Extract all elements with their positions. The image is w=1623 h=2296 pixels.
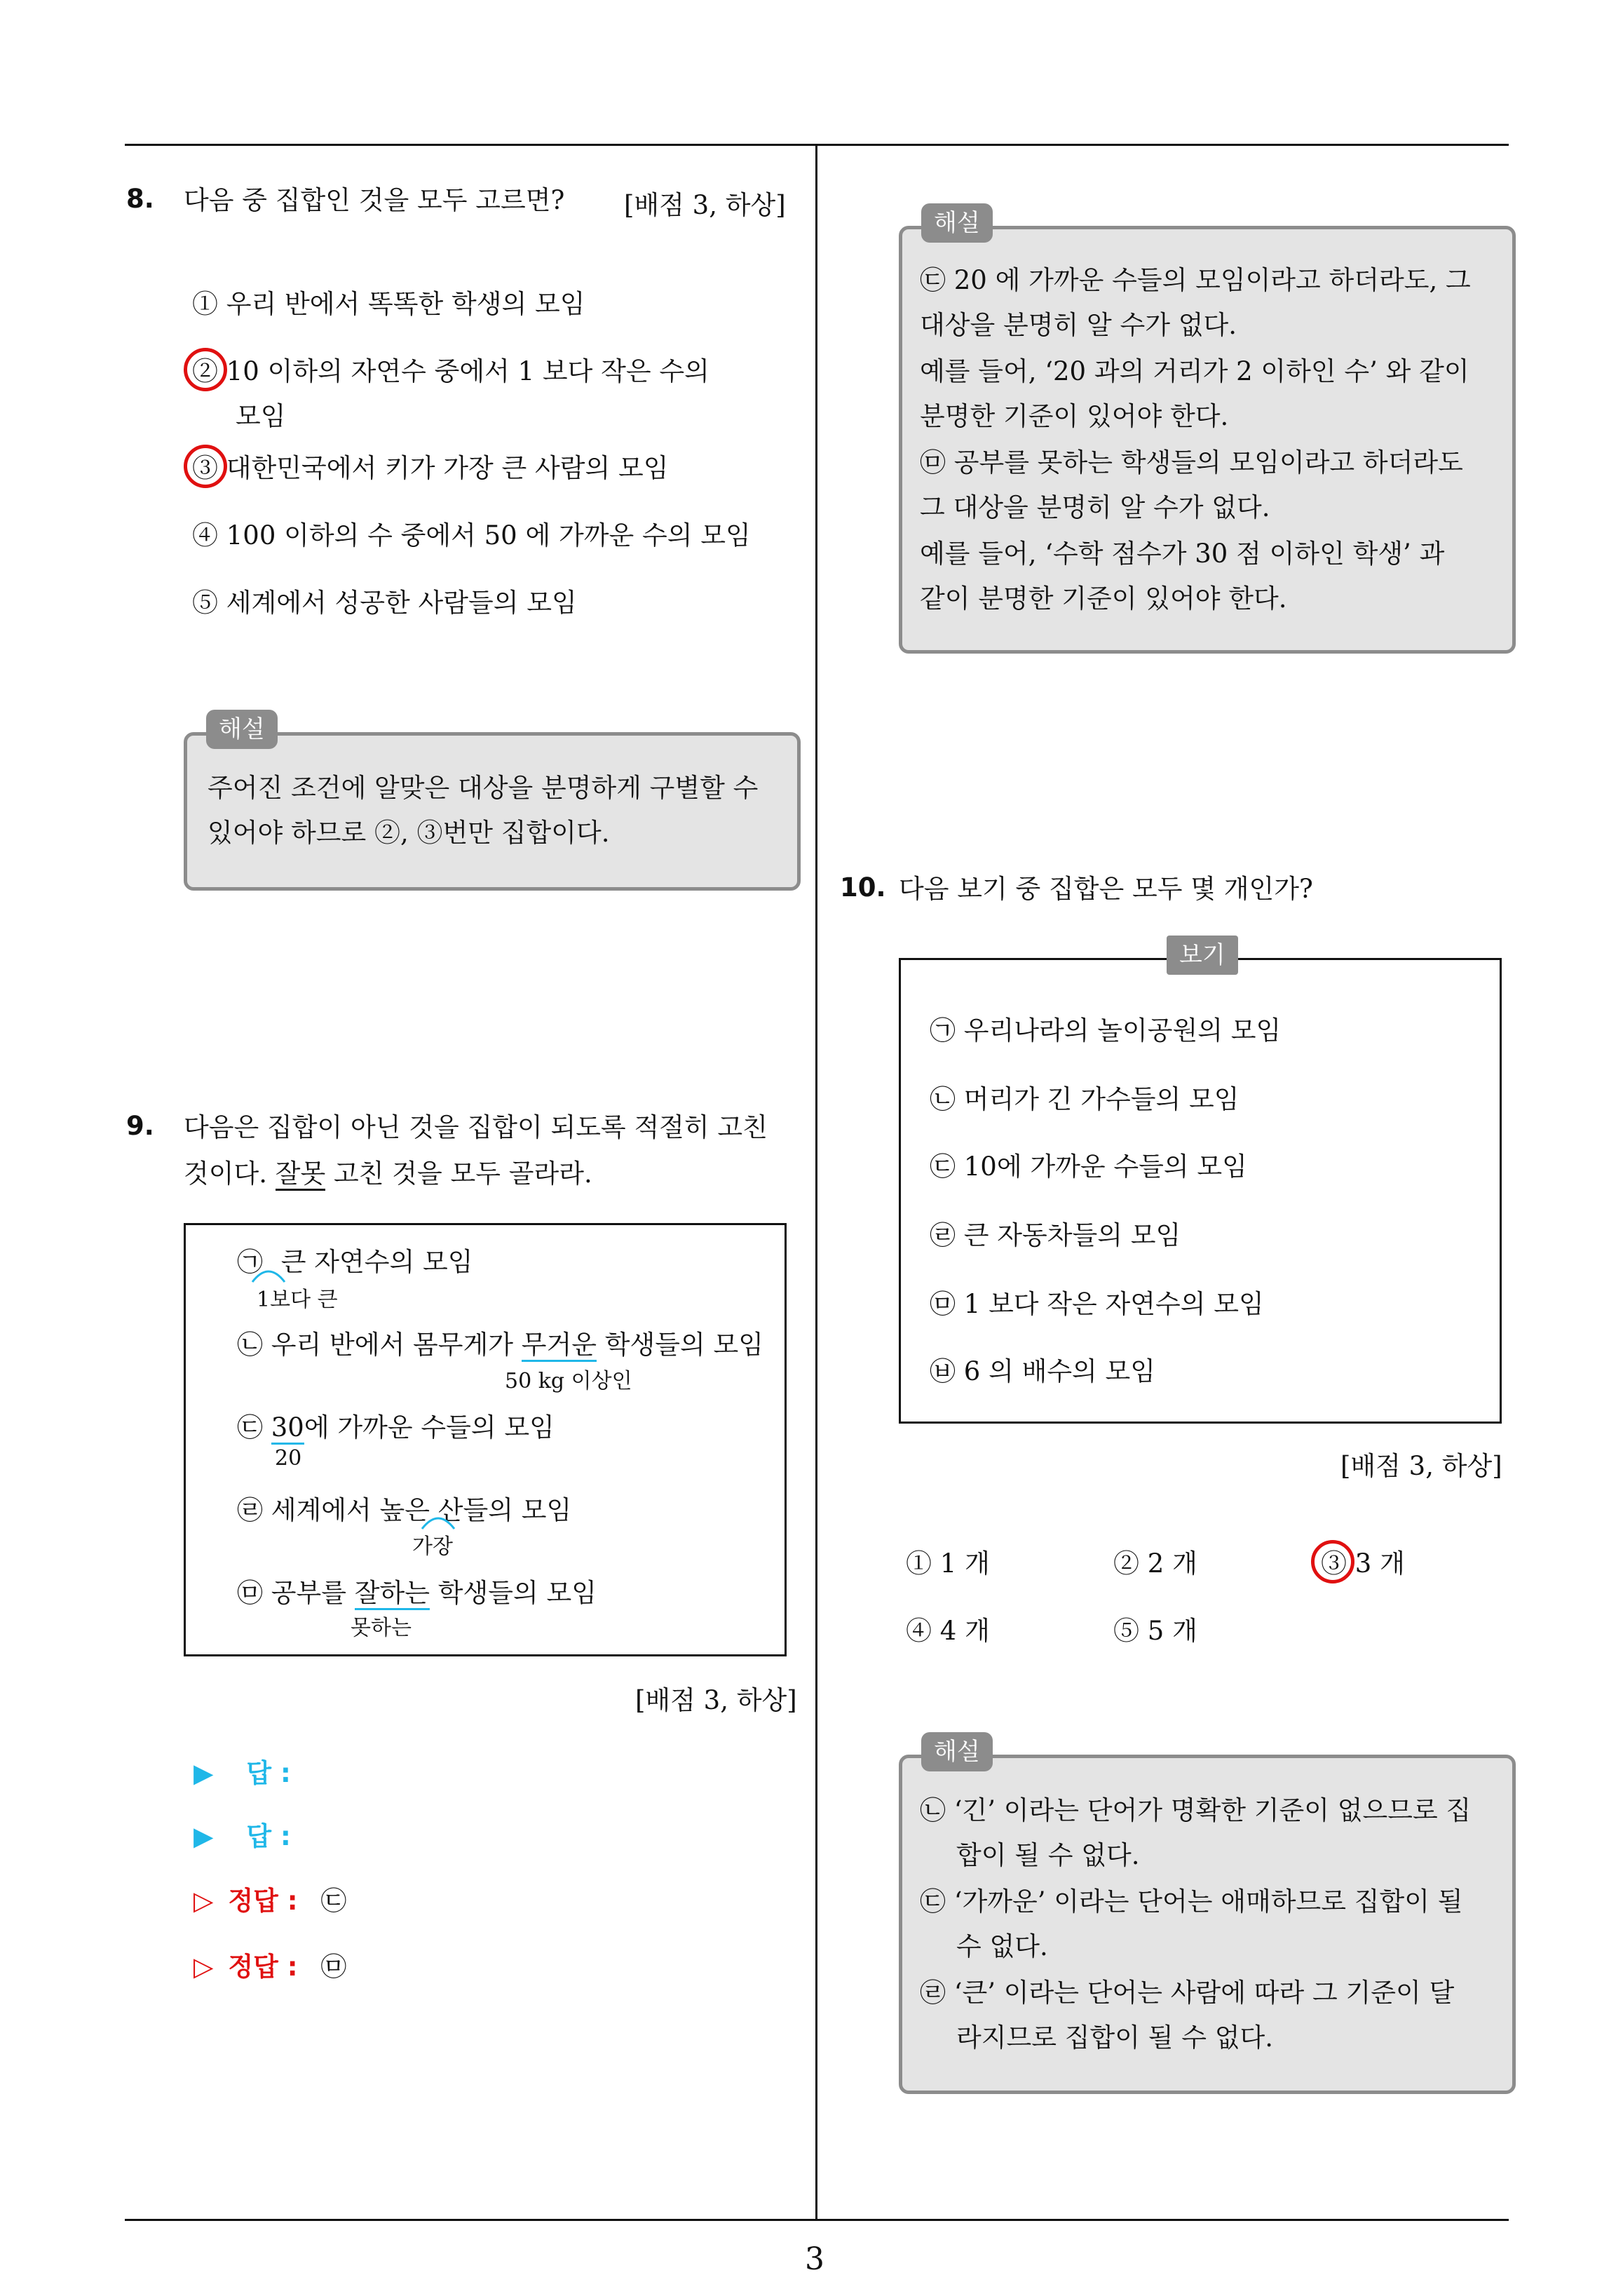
correct-answer-row [193, 1879, 346, 1917]
q8-number: 8. [126, 184, 154, 214]
q9-item-d-fix: 가장 [412, 1534, 453, 1559]
q9-explanation-line: ㉤ 공부를 못하는 학생들의 모임이라고 하더라도 [920, 447, 1463, 478]
item-mark: ㉤ [930, 1289, 956, 1319]
q10-explanation-line: 라지므로 집합이 될 수 없다. [956, 2022, 1273, 2053]
choice-text: 4 개 [939, 1616, 990, 1646]
q9-question-line2 [184, 1152, 592, 1196]
item-text: 우리 반에서 몸무게가 [271, 1330, 522, 1360]
option-text: 100 이하의 수 중에서 50 에 가까운 수의 모임 [226, 520, 751, 551]
item-text: 공부를 [271, 1578, 355, 1608]
q9-explanation-tag: 해설 [921, 203, 993, 243]
option-mark: ③ [192, 453, 218, 483]
q10-explanation-tag: 해설 [921, 1732, 993, 1771]
page-number: 3 [805, 2241, 824, 2277]
q10-choice-5[interactable] [1113, 1609, 1197, 1654]
q10-choice-1[interactable] [906, 1541, 990, 1586]
q8-option-3[interactable] [192, 446, 668, 491]
q10-explanation-line: 수 없다. [956, 1931, 1048, 1961]
item-mark: ㉥ [930, 1356, 956, 1386]
option-text: 대한민국에서 키가 가장 큰 사람의 모임 [226, 453, 669, 483]
item-mark: ㉠ [930, 1015, 956, 1046]
outline-arrow-icon: ▷ [193, 1886, 214, 1916]
item-text: 우리나라의 놀이공원의 모임 [963, 1015, 1282, 1046]
q9-item-e [237, 1571, 597, 1616]
q9-emphasis-wrong: 잘못 [276, 1159, 325, 1191]
q9-explanation-line: 같이 분명한 기준이 있어야 한다. [920, 583, 1287, 614]
q10-score: [배점 3, 하상] [1340, 1451, 1502, 1481]
choice-mark: ① [906, 1548, 932, 1579]
item-text: 6 의 배수의 모임 [963, 1356, 1156, 1386]
q9-explanation-line: ㉢ 20 에 가까운 수들의 모임이라고 하더라도, 그 [920, 265, 1471, 295]
q9-item-b [237, 1323, 763, 1368]
q9-item-d [237, 1488, 571, 1533]
option-text: 우리 반에서 똑똑한 학생의 모임 [226, 289, 585, 319]
q10-explanation-line: ㉢ ‘가까운’ 이라는 단어는 애매하므로 집합이 될 [920, 1886, 1463, 1917]
choice-mark: ⑤ [1113, 1616, 1139, 1646]
option-text: 10 이하의 자연수 중에서 1 보다 작은 수의 [226, 356, 709, 386]
item-underlined: 잘하는 [355, 1578, 430, 1610]
item-mark: ㉡ [237, 1330, 263, 1360]
choice-mark: ② [1113, 1548, 1139, 1579]
q8-explanation-tag: 해설 [206, 710, 278, 749]
q9-text-part: 고친 것을 모두 골라라. [325, 1159, 592, 1189]
answer-label: 답 : [246, 1758, 291, 1788]
q10-number: 10. [840, 872, 886, 903]
q9-question-line1: 다음은 집합이 아닌 것을 집합이 되도록 적절히 고친 [184, 1112, 768, 1142]
q9-item-e-fix: 못하는 [351, 1616, 412, 1640]
q9-explanation-line: 그 대상을 분명히 알 수가 없다. [920, 492, 1270, 522]
choice-text: 2 개 [1147, 1548, 1197, 1579]
item-mark: ㉣ [930, 1220, 956, 1250]
bottom-rule [125, 2219, 1509, 2221]
q10-question: 다음 보기 중 집합은 모두 몇 개인가? [899, 874, 1313, 904]
correct-answer-row [193, 1945, 346, 1983]
q10-choice-4[interactable] [906, 1609, 990, 1654]
item-text: 10에 가까운 수들의 모임 [963, 1152, 1247, 1182]
correct-answer-label: 정답 : [228, 1952, 298, 1982]
selected-answer-circle [1311, 1540, 1354, 1583]
q10-item [930, 1213, 1181, 1258]
choice-text: 1 개 [939, 1548, 990, 1579]
q9-explanation-line: 분명한 기준이 있어야 한다. [920, 401, 1229, 431]
item-underlined: 무거운 [522, 1330, 597, 1362]
q10-item [930, 1144, 1247, 1189]
q8-option-4[interactable] [192, 513, 751, 558]
item-mark: ㉣ [237, 1495, 263, 1525]
selected-answer-circle [184, 348, 227, 391]
q8-explanation-line: 있어야 하므로 ②, ③번만 집합이다. [208, 818, 610, 848]
q8-option-2-cont: 모임 [236, 401, 286, 431]
answer-row [193, 1752, 291, 1790]
q9-text-part: 것이다. [184, 1159, 276, 1189]
q8-option-2[interactable] [192, 349, 709, 394]
item-text: 에 가까운 수들의 모임 [304, 1412, 555, 1443]
choice-text: 3 개 [1354, 1548, 1405, 1579]
item-mark: ㉤ [237, 1578, 263, 1608]
q9-score: [배점 3, 하상] [635, 1685, 797, 1715]
selected-answer-circle [184, 445, 227, 488]
option-mark: ⑤ [192, 588, 218, 618]
choice-mark: ④ [906, 1616, 932, 1646]
item-text: 큰 자동차들의 모임 [963, 1220, 1181, 1250]
q10-explanation-line: 합이 될 수 없다. [956, 1840, 1140, 1870]
play-arrow-icon: ▶ [193, 1821, 214, 1851]
q10-item [930, 1008, 1281, 1053]
item-text: 학생들의 모임 [430, 1578, 597, 1608]
option-mark: ② [192, 356, 218, 386]
item-mark: ㉢ [930, 1152, 956, 1182]
q10-item [930, 1349, 1155, 1394]
outline-arrow-icon: ▷ [193, 1952, 214, 1982]
q10-example-tag: 보기 [1167, 936, 1238, 975]
choice-mark: ③ [1321, 1548, 1347, 1579]
item-mark: ㉠ [237, 1247, 263, 1277]
item-text: 머리가 긴 가수들의 모임 [963, 1084, 1240, 1114]
correct-answer-value: ㉤ [320, 1952, 347, 1982]
q8-explanation-line: 주어진 조건에 알맞은 대상을 분명하게 구별할 수 [208, 773, 759, 803]
item-underlined: 30 [271, 1412, 304, 1445]
item-mark: ㉢ [237, 1412, 263, 1443]
correct-answer-label: 정답 : [228, 1886, 298, 1916]
item-text: 산들의 모임 [437, 1495, 572, 1525]
q9-explanation-line: 예를 들어, ‘20 과의 거리가 2 이하인 수’ 와 같이 [920, 356, 1469, 386]
q8-option-1[interactable] [192, 282, 585, 327]
q10-item [930, 1077, 1239, 1122]
q8-option-5[interactable] [192, 581, 577, 626]
correct-answer-value: ㉢ [320, 1886, 347, 1916]
item-mark: ㉡ [930, 1084, 956, 1114]
answer-label: 답 : [246, 1821, 291, 1851]
choice-text: 5 개 [1147, 1616, 1197, 1646]
q9-item-b-fix: 50 kg 이상인 [505, 1369, 632, 1393]
q10-explanation-line: ㉣ ‘큰’ 이라는 단어는 사람에 따라 그 기준이 달 [920, 1978, 1455, 2008]
item-text: 세계에서 높은 [271, 1495, 438, 1525]
q9-explanation-line: 예를 들어, ‘수학 점수가 30 점 이하인 학생’ 과 [920, 539, 1445, 569]
q9-number: 9. [126, 1111, 154, 1141]
column-divider [815, 144, 817, 2221]
q10-choice-2[interactable] [1113, 1541, 1197, 1586]
option-mark: ① [192, 289, 218, 319]
play-arrow-icon: ▶ [193, 1758, 214, 1788]
item-text: 큰 자연수의 모임 [280, 1247, 473, 1277]
q8-question: 다음 중 집합인 것을 모두 고르면? [184, 185, 565, 215]
q9-item-c [237, 1405, 555, 1450]
q9-item-a-fix: 1보다 큰 [257, 1288, 338, 1312]
item-text: 학생들의 모임 [596, 1330, 763, 1360]
q10-item [930, 1282, 1264, 1327]
q8-score: [배점 3, 하상] [624, 190, 786, 220]
q9-item-c-fix: 20 [275, 1446, 302, 1471]
item-text: 1 보다 작은 자연수의 모임 [963, 1289, 1264, 1319]
option-text: 세계에서 성공한 사람들의 모임 [226, 588, 577, 618]
option-mark: ④ [192, 520, 218, 551]
answer-row [193, 1815, 291, 1853]
q10-explanation-line: ㉡ ‘긴’ 이라는 단어가 명확한 기준이 없으므로 집 [920, 1795, 1472, 1825]
q9-explanation-line: 대상을 분명히 알 수가 없다. [920, 310, 1237, 340]
